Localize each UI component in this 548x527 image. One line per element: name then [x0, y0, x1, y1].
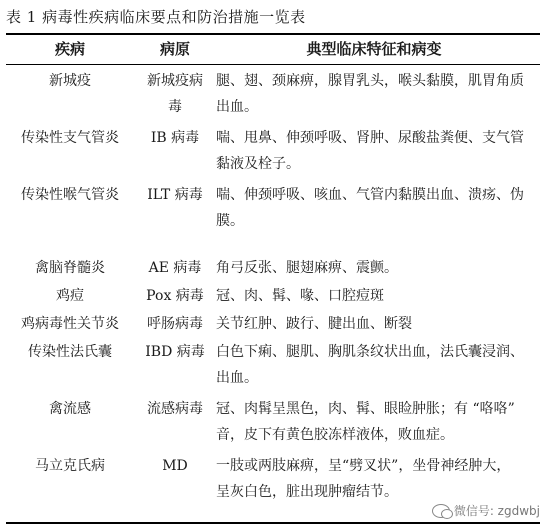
features-line: 黏液及栓子。 [216, 156, 300, 172]
pathogen-cell [136, 283, 214, 309]
disease-cell: 传染性喉气管炎 [21, 187, 119, 203]
watermark-text: 微信号: zgdwbj [453, 504, 540, 518]
features-line: 音，皮下有黄色胶冻样液体，败血症。 [216, 427, 454, 443]
watermark [432, 502, 540, 519]
pathogen-line: AE 病毒 [148, 260, 202, 276]
pathogen-line: MD [162, 458, 188, 474]
features-cell [216, 453, 532, 505]
features-cell [216, 339, 532, 391]
features-line: 出血。 [216, 99, 258, 115]
disease-cell: 鸡病毒性关节炎 [21, 316, 119, 332]
features-line: 白色下痢、腿肌、胸肌条纹状出血，法氏囊浸润、 [216, 344, 524, 360]
header-pathogen: 病原 [159, 40, 190, 58]
disease-cell: 新城疫 [49, 73, 91, 89]
features-cell [216, 125, 532, 177]
pathogen-line: Pox 病毒 [146, 288, 204, 304]
features-line: 呈灰白色，脏出现肿瘤结节。 [216, 484, 398, 500]
features-line: 冠、肉髯呈黑色，肉、髯、眼睑肿胀；有 “咯咯” [216, 401, 515, 417]
table-header-rule [6, 64, 540, 65]
pathogen-line: 流感病毒 [147, 401, 203, 417]
pathogen-line: 毒 [168, 99, 182, 115]
pathogen-line: 新城疫病 [147, 73, 203, 89]
features-cell [216, 283, 532, 309]
features-line: 一肢或两肢麻痹，呈“劈叉状”，坐骨神经肿大， [216, 458, 511, 474]
pathogen-cell [136, 68, 214, 120]
wechat-icon [432, 504, 450, 518]
features-line: 腿、翅、颈麻痹，腺胃乳头，喉头黏膜，肌胃角质 [216, 73, 524, 89]
pathogen-cell [136, 339, 214, 365]
features-line: 关节红肿、跛行、腱出血、断裂 [216, 316, 412, 332]
disease-cell: 鸡痘 [56, 288, 84, 304]
disease-cell: 马立克氏病 [35, 458, 105, 474]
pathogen-cell [136, 125, 214, 151]
pathogen-cell [136, 453, 214, 479]
pathogen-line: IBD 病毒 [145, 344, 205, 360]
table-caption: 表 1 病毒性疾病临床要点和防治措施一览表 [6, 8, 306, 26]
features-cell [216, 311, 532, 337]
features-line: 膜。 [216, 213, 244, 229]
header-features: 典型临床特征和病变 [306, 40, 442, 58]
pathogen-line: 呼肠病毒 [147, 316, 203, 332]
features-line: 喘、甩鼻、伸颈呼吸、肾肿、尿酸盐粪便、支气管 [216, 130, 524, 146]
table-top-rule [6, 33, 540, 35]
features-line: 喘、伸颈呼吸、咳血、气管内黏膜出血、溃疡、伪 [216, 187, 524, 203]
pathogen-cell [136, 396, 214, 422]
features-line: 出血。 [216, 370, 258, 386]
table-bottom-rule [6, 522, 540, 524]
disease-cell: 传染性法氏囊 [28, 344, 112, 360]
disease-cell: 传染性支气管炎 [21, 130, 119, 146]
features-cell [216, 182, 532, 234]
features-line: 角弓反张、腿翅麻痹、震颤。 [216, 260, 398, 276]
features-cell [216, 68, 532, 120]
header-disease: 疾病 [54, 40, 85, 58]
pathogen-cell [136, 255, 214, 281]
pathogen-cell [136, 311, 214, 337]
features-cell [216, 396, 532, 448]
pathogen-cell [136, 182, 214, 208]
pathogen-line: ILT 病毒 [147, 187, 203, 203]
features-line: 冠、肉、髯、喙、口腔痘斑 [216, 288, 384, 304]
features-cell [216, 255, 532, 281]
disease-cell: 禽脑脊髓炎 [35, 260, 105, 276]
disease-cell: 禽流感 [49, 401, 91, 417]
pathogen-line: IB 病毒 [150, 130, 200, 146]
